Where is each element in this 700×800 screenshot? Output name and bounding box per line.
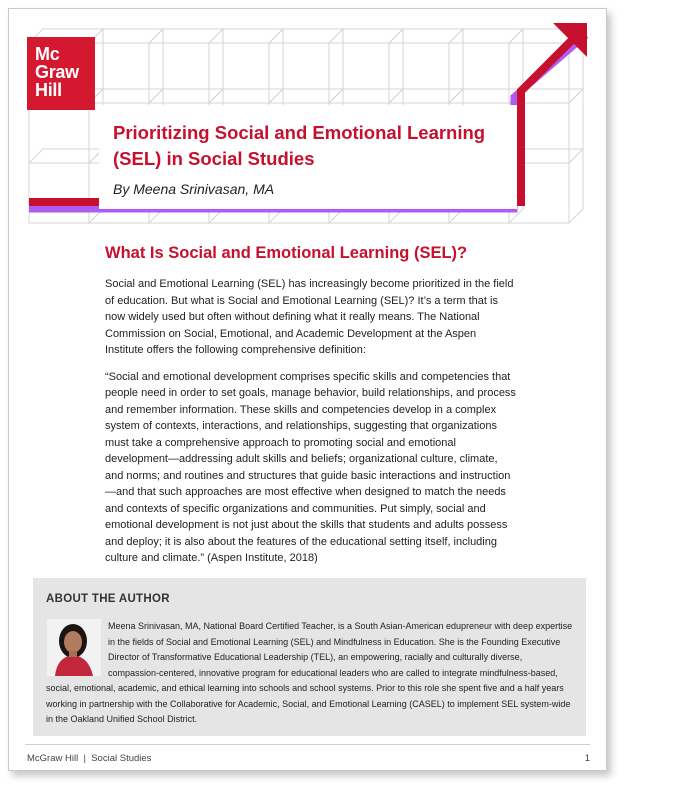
logo-line-2: Graw [35, 62, 79, 82]
page-number: 1 [584, 753, 590, 764]
title-card [99, 105, 517, 209]
author-photo [47, 619, 101, 676]
document-page [8, 8, 607, 771]
author-bio-text: Meena Srinivasan, MA, National Board Certified Teacher, is a South Asian-American edupreneur with deep expertise in the fields of Social and Emotional Learning (SEL) and Mindfulness in Education. She is the Founding Executive Director of Transformative Educational Leadership (TEL), an empowering, racially and culturally diverse, compassion-centered, innovative program for educational leaders who are called to integrate mindfulness-based, social, emotional, academic, and ethical learning into schools and school systems. Prior to this role she spent five and a half years working in partnership with the Collaborative for Academic, Social, and Emotional Learning (CASEL) to implement SEL system-wide in the Oakland Unified School District. [46, 621, 573, 724]
definition-quote: “Social and emotional development comprises specific skills and competencies that people need in order to set goals, manage behavior, build relationships, and process and remember information. These skills and competencies develop in a complex system of contexts, interactions, and relationships, suggesting that organizations must take a comprehensive approach to promoting social and emotional development—addressing adult skills and beliefs; organizational culture, climate, and norms; and routines and structures that guide basic interactions and instruction—and that such approaches are most effective when designed to match the needs and contexts of specific organizations and communities. Put simply, social and emotional development is not just about the skills that students and adults possess and deploy; it is also about the features of the educational setting itself, including culture and climate.” (Aspen Institute, 2018) [105, 370, 516, 564]
document-title: Prioritizing Social and Emotional Learning (SEL) in Social Studies [113, 122, 486, 169]
about-author-heading: ABOUT THE AUTHOR [46, 593, 170, 605]
logo-line-1: Mc [35, 44, 60, 64]
author-byline: By Meena Srinivasan, MA [113, 181, 275, 197]
section-heading: What Is Social and Emotional Learning (SEL)? [105, 244, 468, 262]
article-body [105, 243, 517, 577]
logo-line-3: Hill [35, 80, 62, 100]
mcgraw-hill-logo [27, 37, 95, 110]
intro-paragraph: Social and Emotional Learning (SEL) has increasingly become prioritized in the field of education. But what is Social and Emotional Learning (SEL)? It’s a term that is now widely used but often without defining what it really means. The National Commission on Social, Emotional, and Academic Development at the Aspen Institute offers the following comprehensive definition: [105, 278, 514, 356]
footer-publisher-subject: McGraw Hill | Social Studies [27, 753, 152, 764]
author-bio [46, 619, 574, 728]
footer-divider [25, 744, 590, 745]
about-author-box [33, 578, 586, 736]
